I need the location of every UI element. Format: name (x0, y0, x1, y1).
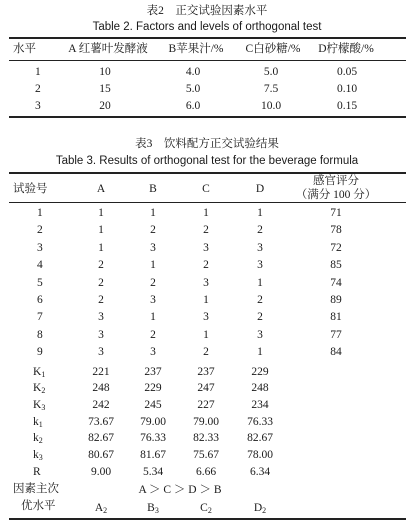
table2-cell: 10 (99, 66, 111, 78)
table3-optimal-label: 优水平 (21, 500, 56, 512)
factor-level: 3 (150, 241, 156, 254)
stat-value: 82.67 (247, 432, 273, 445)
factor-level: 2 (203, 224, 209, 237)
factor-level: 3 (98, 311, 104, 324)
subscript: 2 (103, 506, 108, 515)
stat-value: 79.00 (140, 415, 166, 428)
stat-value: 6.34 (249, 465, 271, 478)
trial-number: 5 (37, 276, 43, 289)
stat-value: 82.33 (193, 432, 219, 445)
trial-number: 9 (37, 346, 43, 359)
sensory-score: 89 (330, 294, 342, 306)
optimal-level: $A_2$ (94, 502, 108, 515)
stat-value: 81.67 (140, 449, 166, 462)
factor-level: 1 (257, 207, 263, 219)
table2-cell: 10.0 (260, 100, 282, 112)
stat-value: 9.00 (90, 465, 112, 478)
stat-label: $K_2$ (33, 382, 46, 396)
factor-level: 3 (257, 328, 263, 341)
trial-number: 7 (37, 311, 43, 324)
stat-label: $K_3$ (33, 399, 46, 412)
table2-cell: 7.5 (263, 83, 279, 95)
stat-label: R (33, 465, 41, 478)
sensory-score: 78 (330, 224, 342, 237)
optimal-level: $D_2$ (253, 502, 267, 515)
table3-caption-cn: 表3 饮料配方正交试验结果 (135, 138, 279, 150)
table2-cell: 0.05 (336, 66, 358, 78)
stat-value: 76.33 (247, 415, 273, 428)
stat-value: 6.66 (195, 465, 217, 478)
stat-value: 76.33 (140, 432, 166, 445)
table3-header-score: 感官评分 (313, 175, 359, 187)
table3-header-score-note: （满分 100 分） (295, 189, 377, 201)
table2-cell: 0.10 (336, 83, 358, 95)
factor-level: 1 (98, 224, 104, 237)
stat-value: 237 (197, 365, 215, 378)
sensory-score: 72 (330, 241, 342, 254)
table2-cell: 4.0 (185, 66, 201, 78)
factor-level: 3 (203, 311, 209, 324)
factor-level: 3 (203, 241, 209, 254)
stat-value: 237 (144, 365, 162, 378)
sensory-score: 71 (330, 207, 342, 219)
table2-cell: 6.0 (185, 100, 201, 112)
stat-value: 229 (251, 365, 269, 378)
table3-header-trial: 试验号 (13, 183, 48, 195)
trial-number: 2 (37, 224, 43, 237)
table2-header-a: A 红薯叶发酵液 (68, 43, 148, 55)
factor-level: 2 (98, 276, 104, 289)
factor-level: 1 (203, 328, 209, 341)
factor-level: 1 (203, 294, 209, 306)
table2-header-rule (9, 60, 406, 61)
factor-level: 2 (98, 294, 104, 306)
trial-number: 4 (37, 259, 43, 272)
subscript: 1 (41, 369, 46, 379)
table2-cell: 5.0 (185, 83, 201, 95)
table2-cell: 3 (35, 100, 41, 112)
factor-level: 2 (257, 311, 263, 324)
factor-level: 3 (150, 294, 156, 306)
trial-number: 3 (37, 241, 43, 254)
factor-level: 1 (150, 259, 156, 272)
factor-level: 2 (257, 294, 263, 306)
stat-label: $k_1$ (33, 415, 43, 429)
table3-header-c: C (202, 183, 210, 195)
stat-value: 229 (144, 382, 162, 395)
factor-level: 1 (98, 241, 104, 254)
subscript: 3 (38, 453, 43, 463)
table3-caption-en: Table 3. Results of orthogonal test for the beverage formula (55, 155, 359, 167)
trial-number: 8 (37, 328, 43, 341)
factor-level: 3 (257, 241, 263, 254)
table2-header-d: D柠檬酸/% (318, 43, 374, 55)
factor-level: 3 (203, 276, 209, 289)
stat-label: $k_3$ (33, 449, 43, 463)
subscript: 3 (154, 506, 159, 515)
table3-bottom-rule (9, 518, 406, 520)
table3-header-rule (9, 202, 406, 203)
table3-primary-label: 因素主次 (13, 483, 59, 495)
stat-label: $k_2$ (33, 432, 43, 446)
factor-level: 1 (150, 311, 156, 324)
table3-header-b: B (149, 183, 157, 195)
table3-header-a: A (96, 183, 106, 195)
stat-value: 82.67 (88, 432, 114, 445)
table2-header-b: B苹果汁/% (168, 43, 224, 55)
optimal-level: $B_3$ (147, 502, 159, 515)
table2-caption-en: Table 2. Factors and levels of orthogonal test (92, 21, 322, 33)
factor-level: 2 (257, 224, 263, 237)
factor-level: 3 (98, 346, 104, 359)
factor-level: 2 (150, 328, 156, 341)
subscript: 2 (262, 506, 267, 515)
stat-value: 78.00 (247, 449, 273, 462)
subscript: 2 (41, 386, 46, 396)
stat-value: 245 (144, 399, 162, 411)
stat-value: 234 (251, 399, 269, 411)
sensory-score: 81 (330, 311, 342, 324)
factor-level: 1 (257, 276, 263, 289)
table2-cell: 0.15 (336, 100, 358, 112)
table2-cell: 2 (35, 83, 41, 95)
table2-bottom-rule (9, 116, 406, 118)
sensory-score: 84 (330, 346, 342, 359)
stat-value: 5.34 (142, 465, 164, 478)
sensory-score: 74 (330, 276, 342, 289)
factor-level: 2 (203, 259, 209, 272)
factor-level: 1 (150, 207, 156, 219)
factor-level: 3 (257, 259, 263, 272)
sensory-score: 85 (330, 259, 342, 272)
stat-value: 247 (197, 382, 215, 395)
table2-cell: 20 (99, 100, 111, 112)
factor-level: 3 (98, 328, 104, 341)
stat-value: 248 (251, 382, 269, 395)
table2-header-level: 水平 (13, 43, 36, 55)
table2-header-c: C白砂糖/% (245, 43, 301, 55)
factor-level: 2 (150, 276, 156, 289)
table2-caption-cn: 表2 正交试验因素水平 (146, 5, 268, 17)
trial-number: 1 (37, 207, 43, 219)
optimal-level: $C_2$ (200, 502, 212, 515)
stat-value: 80.67 (88, 449, 114, 462)
factor-level: 3 (150, 346, 156, 359)
subscript: 2 (207, 506, 212, 515)
stat-label: $K_1$ (33, 365, 46, 379)
stat-value: 227 (197, 399, 215, 411)
subscript: 3 (41, 403, 46, 412)
table3-header-d: D (255, 183, 265, 195)
factor-level: 2 (203, 346, 209, 359)
table2-cell: 15 (99, 83, 111, 95)
factor-level: 2 (98, 259, 104, 272)
factor-level: 1 (98, 207, 104, 219)
subscript: 2 (38, 436, 43, 446)
stat-value: 75.67 (193, 449, 219, 462)
table2-cell: 5.0 (263, 66, 279, 78)
stat-value: 248 (92, 382, 110, 395)
stat-value: 79.00 (193, 415, 219, 428)
stat-value: 242 (92, 399, 110, 411)
table2-cell: 1 (35, 66, 41, 78)
trial-number: 6 (37, 294, 43, 306)
table2-top-rule (9, 37, 406, 39)
factor-level: 1 (203, 207, 209, 219)
factor-level: 1 (257, 346, 263, 359)
stat-value: 73.67 (88, 415, 114, 428)
factor-level: 2 (150, 224, 156, 237)
sensory-score: 77 (330, 328, 342, 341)
subscript: 1 (38, 419, 43, 429)
stat-value: 221 (92, 365, 110, 378)
table3-primary-order: A ＞ C ＞ D ＞ B (138, 484, 222, 496)
